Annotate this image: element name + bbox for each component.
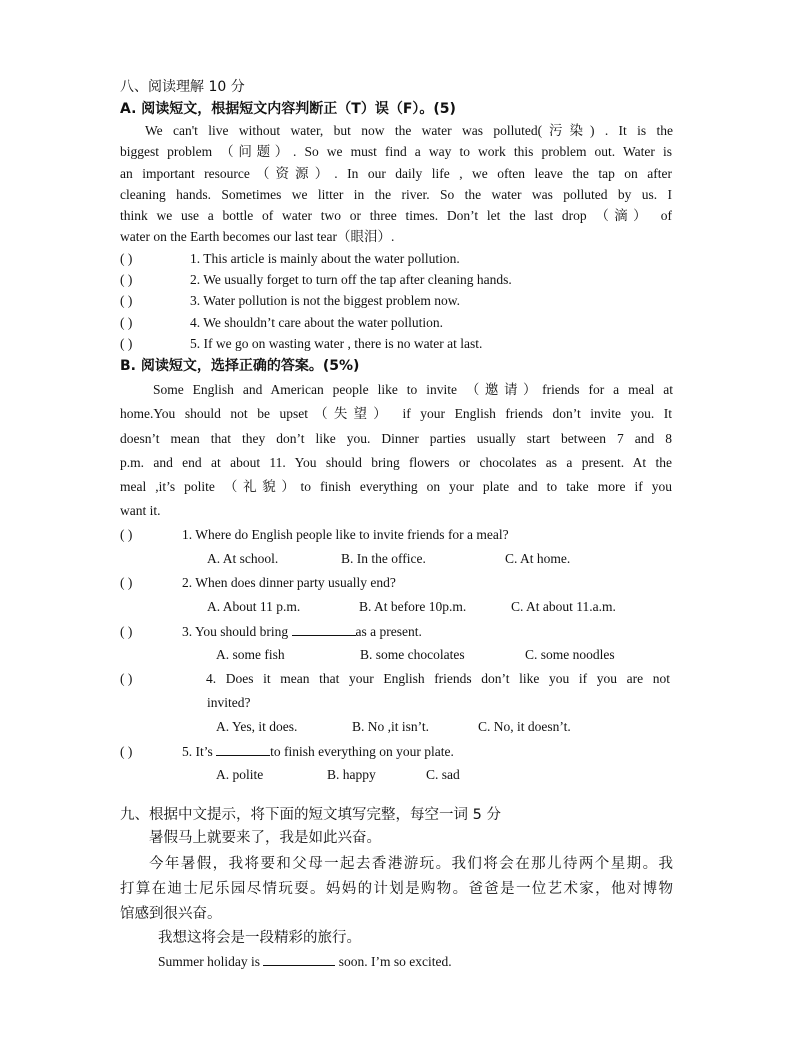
part-a-passage-line: an important resource（资源）. In our daily life , we often leave the tap on after — [120, 166, 672, 181]
fill-in-sentence: Summer holiday is soon. I’m so excited. — [158, 954, 452, 969]
option-b[interactable]: B. happy — [327, 767, 376, 782]
option-c[interactable]: C. At about 11.a.m. — [511, 599, 616, 614]
answer-paren[interactable]: ( ) — [120, 527, 133, 542]
option-a[interactable]: A. Yes, it does. — [216, 719, 298, 734]
option-b[interactable]: B. No ,it isn’t. — [352, 719, 430, 734]
answer-paren[interactable]: ( ) — [120, 671, 133, 686]
option-c[interactable]: C. sad — [426, 767, 460, 782]
option-c[interactable]: C. some noodles — [525, 647, 615, 662]
tf-item: ( ) 3. Water pollution is not the biggest problem now. — [120, 293, 461, 308]
tf-item: ( ) 4. We shouldn’t care about the water pollution. — [120, 315, 443, 330]
chinese-text-line: 今年暑假，我将要和父母一起去香港游玩。我们将会在那儿待两个星期。我 — [149, 856, 673, 872]
fill-blank[interactable] — [292, 622, 356, 636]
chinese-text-line: 馆感到很兴奋。 — [120, 906, 222, 922]
chinese-text-line: 我想这将会是一段精彩的旅行。 — [158, 930, 361, 946]
part-b-passage-line: home.You should not be upset（失望） if your English friends don’t invite you. It — [120, 406, 672, 421]
answer-paren[interactable]: ( ) — [120, 272, 133, 287]
part-b-passage-line: meal ,it’s polite （礼貌）to finish everything on your plate and to take more if you — [120, 479, 672, 494]
part-b-passage-line: Some English and American people like to invite （邀请）friends for a meal at — [153, 382, 673, 397]
fill-blank[interactable] — [263, 952, 335, 966]
part-b-passage-line: p.m. and end at about 11. You should bring flowers or chocolates as a present. At the — [120, 455, 672, 470]
option-a[interactable]: A. polite — [216, 767, 264, 782]
option-b[interactable]: B. At before 10p.m. — [359, 599, 467, 614]
part-b-heading: B. 阅读短文，选择正确的答案。(5%) — [120, 358, 360, 374]
part-a-passage-line: water on the Earth becomes our last tear（眼泪）. — [120, 229, 395, 244]
option-a[interactable]: A. About 11 p.m. — [207, 599, 301, 614]
part-a-passage-line: cleaning hands. Sometimes we litter in the river. So the water was polluted by us. I — [120, 187, 672, 202]
chinese-text-line: 打算在迪士尼乐园尽情玩耍。妈妈的计划是购物。爸爸是一位艺术家，他对博物 — [120, 881, 673, 897]
section-9-title: 九、根据中文提示，将下面的短文填写完整，每空一词 5 分 — [120, 807, 501, 823]
section-8-title: 八、阅读理解 10 分 — [120, 79, 245, 95]
part-b-passage-line: want it. — [120, 503, 161, 518]
mc-question: ( ) 4. Does it mean that your English friends don’t like you if you are not — [120, 671, 670, 686]
chinese-text-line: 暑假马上就要来了，我是如此兴奋。 — [149, 830, 381, 846]
option-a[interactable]: A. At school. — [207, 551, 279, 566]
mc-question: ( ) 1. Where do English people like to invite friends for a meal? — [120, 527, 509, 542]
part-a-passage-line: think we use a bottle of water two or three times. Don’t let the last drop （滴） of — [120, 208, 672, 223]
option-b[interactable]: B. some chocolates — [360, 647, 465, 662]
part-b-passage-line: doesn’t mean that they don’t like you. Dinner parties usually start between 7 and 8 — [120, 431, 672, 446]
mc-question: ( ) 5. It’s to finish everything on your plate. — [120, 744, 454, 759]
tf-item: ( ) 1. This article is mainly about the water pollution. — [120, 251, 460, 266]
mc-question: ( ) 3. You should bring as a present. — [120, 624, 422, 639]
option-a[interactable]: A. some fish — [216, 647, 285, 662]
answer-paren[interactable]: ( ) — [120, 744, 133, 759]
answer-paren[interactable]: ( ) — [120, 251, 133, 266]
option-c[interactable]: C. At home. — [505, 551, 571, 566]
answer-paren[interactable]: ( ) — [120, 315, 133, 330]
part-a-passage-line: biggest problem （问题）. So we must find a way to work this problem out. Water is — [120, 144, 672, 159]
question-continuation: invited? — [207, 695, 251, 710]
option-c[interactable]: C. No, it doesn’t. — [478, 719, 571, 734]
fill-blank[interactable] — [216, 742, 270, 756]
mc-question: ( ) 2. When does dinner party usually end? — [120, 575, 396, 590]
part-a-passage-line: We can't live without water, but now the water was polluted(污染) . It is the — [145, 123, 673, 138]
answer-paren[interactable]: ( ) — [120, 336, 133, 351]
option-b[interactable]: B. In the office. — [341, 551, 426, 566]
tf-item: ( ) 2. We usually forget to turn off the tap after cleaning hands. — [120, 272, 512, 287]
answer-paren[interactable]: ( ) — [120, 293, 133, 308]
part-a-heading: A. 阅读短文，根据短文内容判断正（T）误（F）。(5) — [120, 101, 456, 117]
tf-item: ( ) 5. If we go on wasting water , there is no water at last. — [120, 336, 483, 351]
answer-paren[interactable]: ( ) — [120, 575, 133, 590]
answer-paren[interactable]: ( ) — [120, 624, 133, 639]
